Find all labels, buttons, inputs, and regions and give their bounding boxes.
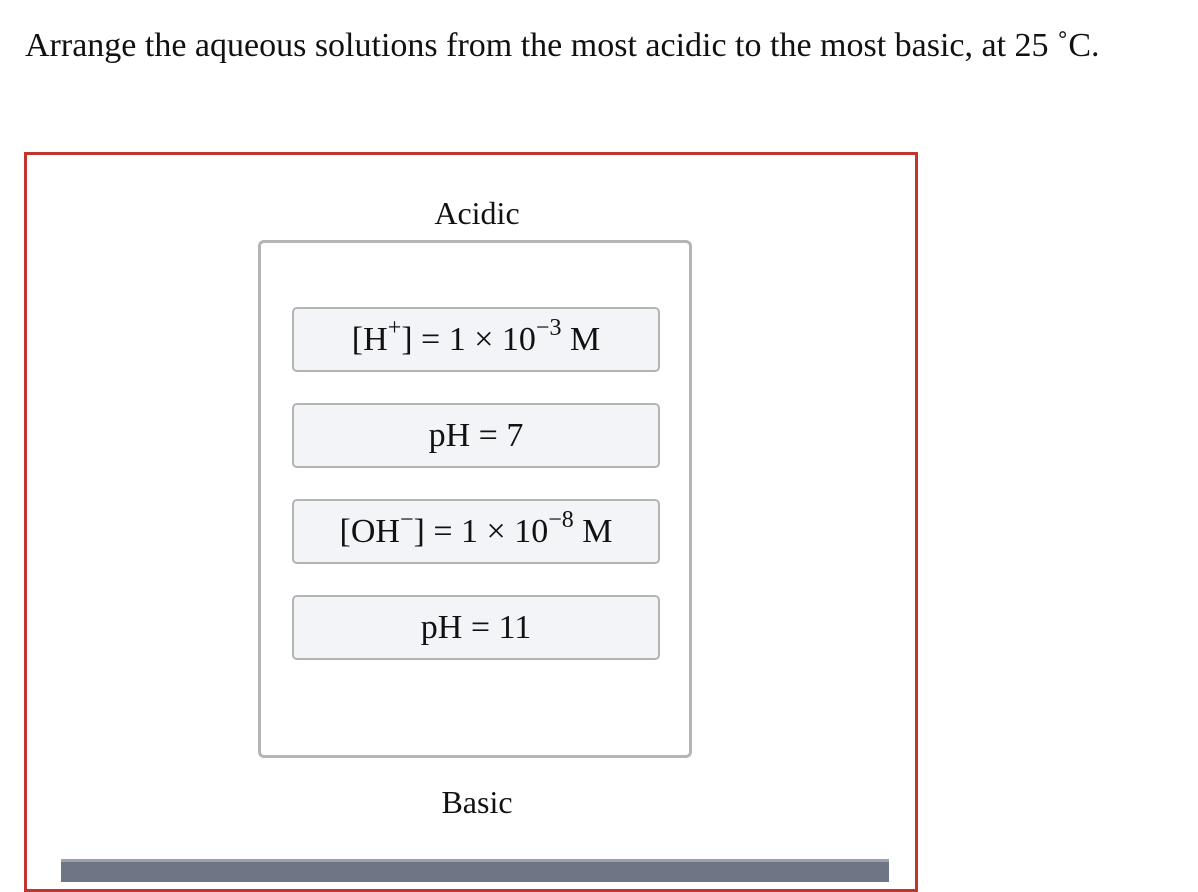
question-prompt: Arrange the aqueous solutions from the most acidic to the most basic, at 25 ˚C.: [25, 27, 1100, 64]
item-text: $[H^+] = 1 \times 10^{-3}$ M: [351, 315, 601, 358]
acidic-label: Acidic: [434, 195, 520, 231]
action-bar: [61, 859, 889, 882]
item-text: pH = 7: [428, 416, 524, 454]
draggable-item-h-concentration[interactable]: [292, 307, 660, 372]
ranking-panel: [24, 152, 918, 892]
ranking-drop-zone[interactable]: [258, 240, 692, 758]
item-text: $[OH^-] = 1 \times 10^{-8}$ M: [339, 507, 613, 550]
draggable-item-ph-11[interactable]: [292, 595, 660, 660]
item-text: pH = 11: [420, 608, 532, 646]
draggable-item-oh-concentration[interactable]: [292, 499, 660, 564]
basic-label: Basic: [441, 784, 513, 820]
draggable-item-ph-7[interactable]: [292, 403, 660, 468]
